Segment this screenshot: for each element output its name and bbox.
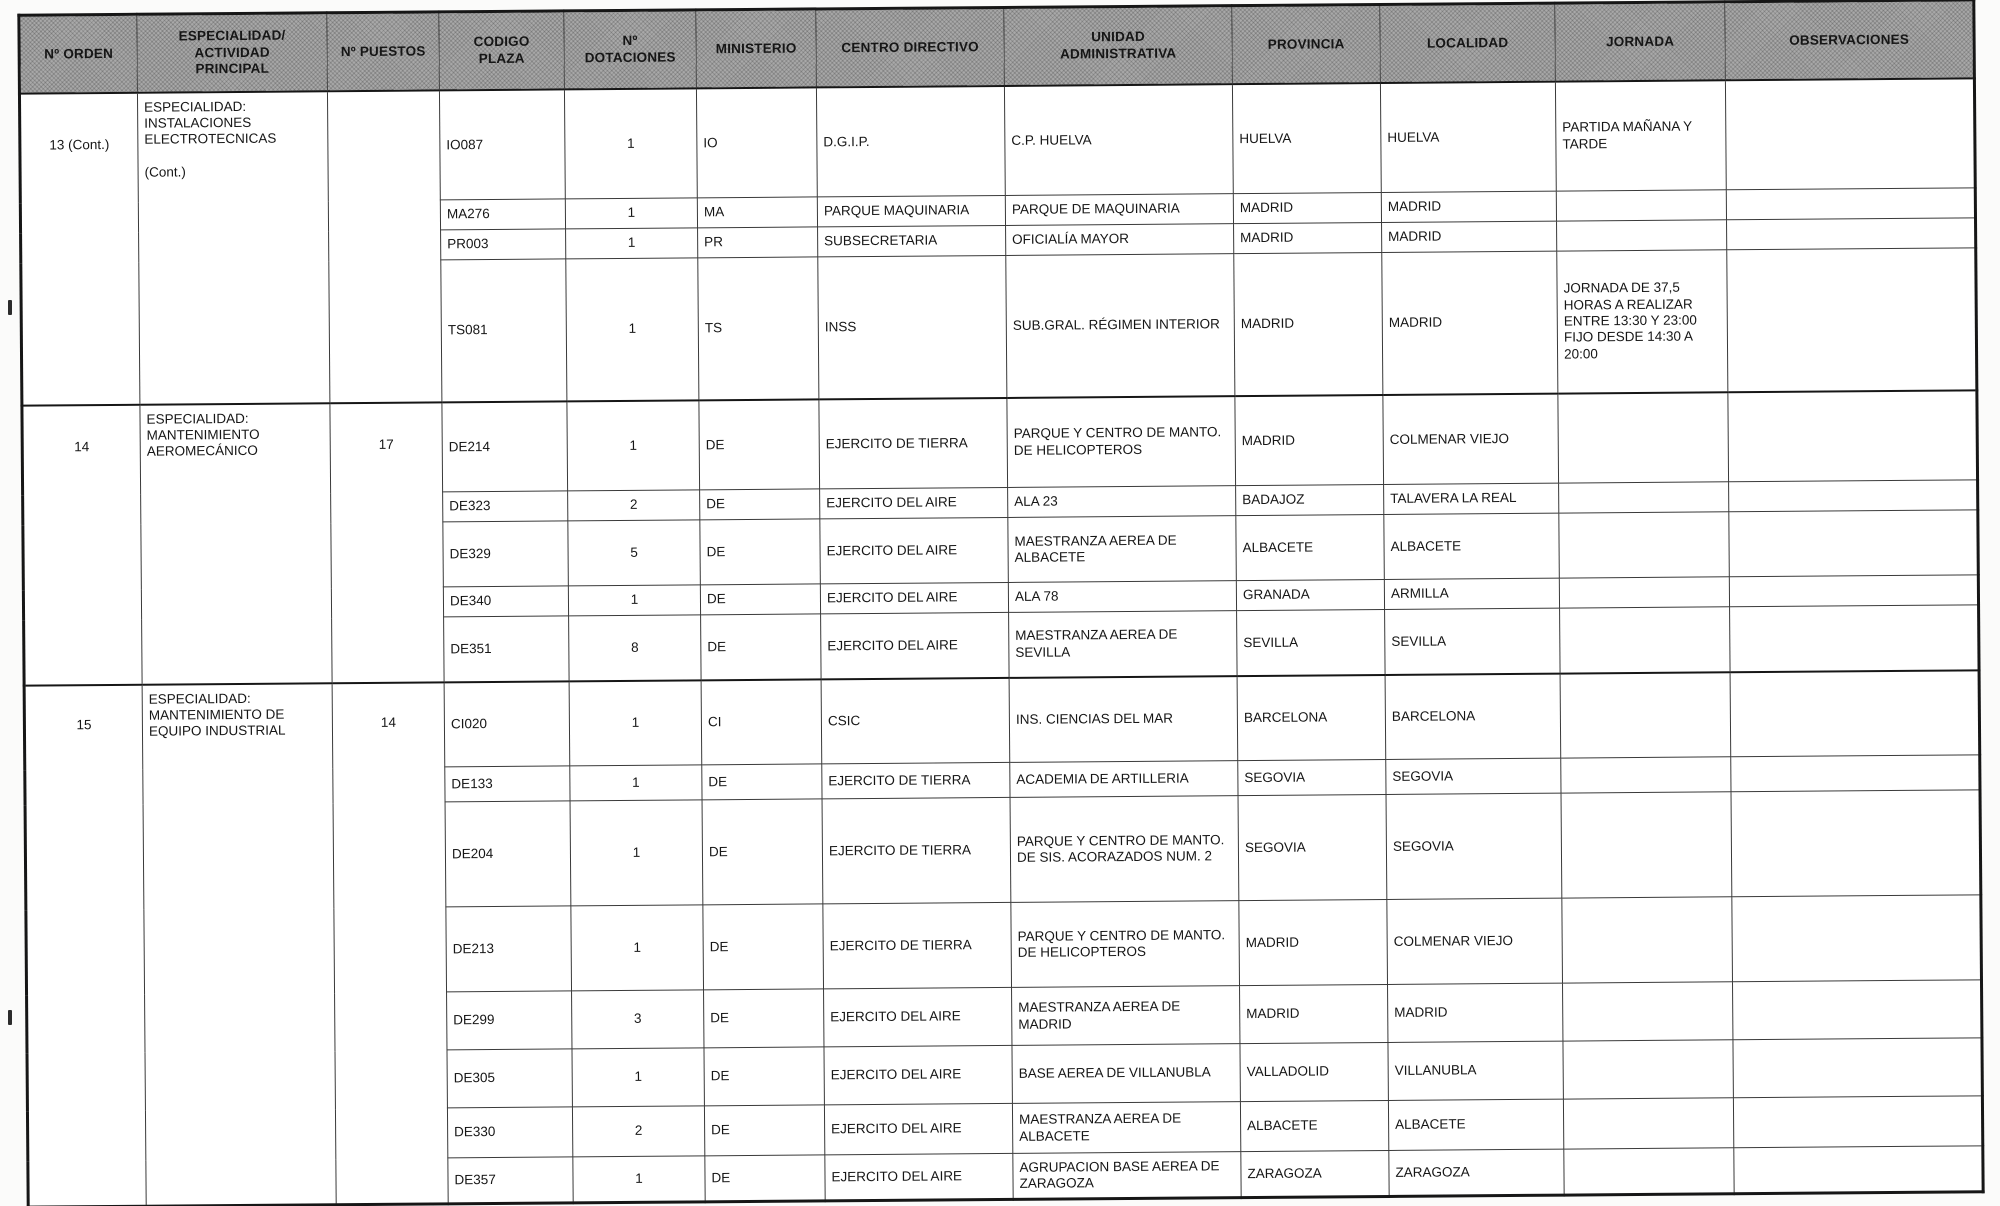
column-header-1: ESPECIALIDAD/ ACTIVIDAD PRINCIPAL (137, 13, 328, 92)
cell-puestos: 17 (330, 402, 444, 683)
cell-observaciones (1727, 218, 1976, 250)
cell-codigo: DE214 (442, 401, 568, 492)
cell-jornada (1562, 982, 1732, 1041)
cell-observaciones (1726, 188, 1975, 220)
cell-observaciones (1728, 390, 1978, 482)
cell-unidad: PARQUE DE MAQUINARIA (1005, 194, 1233, 226)
cell-centro: SUBSECRETARIA (818, 225, 1006, 256)
cell-provincia: SEGOVIA (1238, 794, 1387, 900)
cell-codigo: DE340 (443, 586, 568, 617)
cell-ministerio: DE (700, 489, 820, 520)
cell-centro: EJERCITO DEL AIRE (825, 1153, 1013, 1200)
cell-observaciones (1733, 1038, 1982, 1098)
column-header-3: CODIGO PLAZA (439, 11, 565, 90)
cell-jornada (1557, 220, 1727, 251)
column-header-11: OBSERVACIONES (1725, 0, 1975, 80)
cell-dotaciones: 1 (572, 1048, 704, 1107)
scan-artifact-mark (8, 1010, 12, 1025)
cell-jornada (1562, 897, 1733, 983)
cell-unidad: PARQUE Y CENTRO DE MANTO. DE SIS. ACORAZADOS NUM. 2 (1010, 796, 1239, 903)
cell-centro: EJERCITO DEL AIRE (820, 487, 1008, 518)
cell-localidad: COLMENAR VIEJO (1387, 898, 1563, 984)
cell-observaciones (1729, 480, 1978, 512)
cell-provincia: SEGOVIA (1238, 759, 1386, 795)
cell-centro: EJERCITO DE TIERRA (823, 902, 1012, 988)
cell-dotaciones: 1 (566, 228, 698, 259)
table-row (19, 78, 1975, 203)
cell-ministerio: DE (702, 799, 823, 905)
cell-codigo: TS081 (441, 259, 567, 402)
cell-puestos: 14 (332, 682, 448, 1205)
cell-provincia: BARCELONA (1237, 674, 1386, 760)
cell-dotaciones: 1 (569, 680, 702, 766)
column-header-5: MINISTERIO (696, 9, 817, 88)
cell-centro: D.G.I.P. (816, 85, 1005, 196)
column-header-0: Nº ORDEN (19, 14, 138, 93)
cell-localidad: MADRID (1382, 221, 1557, 252)
cell-centro: EJERCITO DEL AIRE (824, 1045, 1012, 1104)
cell-provincia: MADRID (1240, 984, 1388, 1043)
cell-codigo: DE133 (445, 766, 570, 802)
cell-dotaciones: 5 (568, 520, 701, 586)
cell-provincia: MADRID (1234, 222, 1382, 253)
cell-provincia: MADRID (1235, 394, 1384, 485)
cell-codigo: MA276 (440, 199, 565, 230)
cell-especialidad: ESPECIALIDAD: INSTALACIONES ELECTROTECNICAS (Cont.) (137, 91, 329, 404)
cell-provincia: GRANADA (1236, 579, 1384, 610)
cell-codigo: DE329 (443, 521, 569, 587)
cell-localidad: MADRID (1382, 251, 1558, 394)
cell-ministerio: DE (704, 1105, 824, 1156)
cell-dotaciones: 2 (568, 490, 700, 521)
cell-observaciones (1730, 605, 1980, 672)
cell-jornada: JORNADA DE 37,5 HORAS A REALIZAR ENTRE 13:30 Y 23:00 FIJO DESDE 14:30 A 20:00 (1557, 250, 1728, 393)
cell-centro: EJERCITO DEL AIRE (824, 987, 1012, 1046)
cell-jornada (1563, 1098, 1733, 1149)
cell-unidad: OFICIALÍA MAYOR (1006, 224, 1234, 256)
cell-centro: EJERCITO DE TIERRA (819, 397, 1008, 488)
cell-provincia: MADRID (1233, 193, 1381, 224)
cell-dotaciones: 1 (566, 258, 699, 401)
cell-codigo: DE299 (447, 991, 572, 1050)
cell-jornada (1558, 392, 1729, 483)
cell-dotaciones: 1 (568, 585, 700, 616)
column-header-9: LOCALIDAD (1380, 3, 1556, 82)
cell-ministerio: DE (700, 519, 821, 585)
cell-centro: EJERCITO DE TIERRA (822, 762, 1010, 798)
cell-observaciones (1734, 1146, 1983, 1194)
cell-dotaciones: 1 (565, 198, 697, 229)
cell-localidad: SEVILLA (1385, 608, 1561, 674)
cell-unidad: SUB.GRAL. RÉGIMEN INTERIOR (1006, 254, 1235, 398)
cell-localidad: ALBACETE (1388, 1099, 1563, 1150)
vacancies-table (17, 0, 1984, 1206)
cell-observaciones (1725, 78, 1975, 190)
cell-observaciones (1732, 895, 1982, 982)
cell-jornada (1559, 482, 1729, 513)
cell-localidad: ARMILLA (1384, 578, 1559, 609)
cell-ministerio: MA (697, 197, 817, 228)
cell-provincia: MADRID (1234, 252, 1383, 395)
cell-especialidad: ESPECIALIDAD: MANTENIMIENTO DE EQUIPO INDUSTRIAL (142, 683, 336, 1206)
cell-localidad: MADRID (1381, 191, 1556, 222)
cell-observaciones (1730, 670, 1980, 757)
cell-dotaciones: 1 (570, 765, 702, 801)
cell-dotaciones: 8 (569, 615, 702, 681)
cell-dotaciones: 3 (572, 990, 704, 1049)
cell-unidad: BASE AEREA DE VILLANUBLA (1012, 1044, 1240, 1104)
cell-puestos (327, 90, 441, 403)
cell-unidad: MAESTRANZA AEREA DE ALBACETE (1012, 1102, 1240, 1154)
cell-jornada (1560, 672, 1731, 758)
cell-localidad: ALBACETE (1384, 513, 1560, 579)
cell-localidad: SEGOVIA (1386, 758, 1561, 794)
column-header-7: UNIDAD ADMINISTRATIVA (1004, 6, 1233, 86)
cell-jornada (1563, 1040, 1733, 1099)
cell-unidad: ALA 23 (1008, 486, 1236, 518)
cell-localidad: MADRID (1388, 983, 1563, 1042)
column-header-10: JORNADA (1555, 2, 1726, 81)
cell-observaciones (1732, 980, 1981, 1040)
cell-observaciones (1731, 755, 1980, 792)
cell-codigo: DE204 (445, 801, 571, 907)
cell-codigo: DE351 (444, 616, 570, 682)
cell-unidad: ACADEMIA DE ARTILLERIA (1010, 761, 1238, 798)
cell-orden: 15 (24, 684, 146, 1206)
cell-dotaciones: 1 (571, 905, 704, 991)
cell-unidad: MAESTRANZA AEREA DE MADRID (1012, 986, 1240, 1046)
cell-provincia: VALLADOLID (1240, 1042, 1388, 1101)
column-header-6: CENTRO DIRECTIVO (816, 7, 1005, 86)
cell-dotaciones: 1 (567, 400, 700, 491)
cell-provincia: SEVILLA (1237, 609, 1386, 675)
cell-unidad: PARQUE Y CENTRO DE MANTO. DE HELICOPTEROS (1011, 901, 1240, 988)
cell-unidad: C.P. HUELVA (1004, 84, 1233, 196)
cell-dotaciones: 2 (572, 1106, 704, 1157)
cell-especialidad: ESPECIALIDAD: MANTENIMIENTO AEROMECÁNICO (140, 403, 332, 684)
cell-localidad: ZARAGOZA (1389, 1149, 1564, 1196)
cell-codigo: DE323 (443, 491, 568, 522)
cell-unidad: INS. CIENCIAS DEL MAR (1009, 676, 1238, 763)
cell-unidad: MAESTRANZA AEREA DE ALBACETE (1008, 516, 1237, 583)
cell-codigo: CI020 (444, 681, 570, 767)
cell-dotaciones: 1 (564, 88, 697, 199)
table-row (22, 390, 1978, 495)
cell-orden: 14 (22, 404, 142, 685)
cell-jornada: PARTIDA MAÑANA Y TARDE (1555, 80, 1726, 191)
cell-ministerio: PR (698, 227, 818, 258)
cell-codigo: DE305 (447, 1049, 572, 1108)
cell-jornada (1564, 1148, 1734, 1195)
cell-ministerio: DE (702, 764, 822, 800)
cell-codigo: DE330 (447, 1107, 572, 1158)
cell-observaciones (1733, 1096, 1982, 1148)
cell-centro: EJERCITO DEL AIRE (820, 582, 1008, 613)
cell-provincia: HUELVA (1232, 83, 1381, 194)
cell-centro: INSS (818, 255, 1007, 398)
cell-jornada (1560, 607, 1731, 673)
cell-codigo: DE357 (448, 1157, 573, 1204)
cell-ministerio: DE (704, 1047, 824, 1106)
cell-centro: CSIC (821, 677, 1010, 763)
cell-unidad: AGRUPACION BASE AEREA DE ZARAGOZA (1013, 1152, 1241, 1200)
cell-provincia: ALBACETE (1240, 1100, 1388, 1151)
cell-jornada (1559, 577, 1729, 608)
cell-codigo: DE213 (446, 906, 572, 992)
cell-ministerio: DE (704, 989, 824, 1048)
cell-centro: EJERCITO DEL AIRE (824, 1103, 1012, 1154)
cell-jornada (1559, 512, 1730, 578)
cell-localidad: HUELVA (1380, 81, 1556, 192)
cell-provincia: BADAJOZ (1236, 484, 1384, 515)
cell-dotaciones: 1 (573, 1156, 705, 1203)
cell-ministerio: CI (701, 679, 822, 765)
cell-ministerio: DE (701, 614, 822, 680)
column-header-2: Nº PUESTOS (327, 12, 440, 91)
cell-centro: EJERCITO DEL AIRE (821, 612, 1010, 678)
cell-localidad: TALAVERA LA REAL (1384, 483, 1559, 514)
cell-localidad: SEGOVIA (1386, 793, 1562, 899)
column-header-8: PROVINCIA (1232, 5, 1381, 84)
cell-ministerio: DE (700, 584, 820, 615)
cell-ministerio: DE (699, 399, 820, 490)
table-row (24, 670, 1980, 770)
cell-provincia: ALBACETE (1236, 514, 1385, 580)
cell-observaciones (1729, 575, 1978, 607)
cell-codigo: PR003 (441, 229, 566, 260)
cell-unidad: PARQUE Y CENTRO DE MANTO. DE HELICOPTEROS (1007, 396, 1236, 488)
cell-jornada (1561, 792, 1732, 898)
cell-orden: 13 (Cont.) (19, 92, 139, 405)
cell-provincia: MADRID (1239, 899, 1388, 985)
cell-dotaciones: 1 (570, 800, 703, 906)
cell-unidad: ALA 78 (1008, 581, 1236, 613)
cell-provincia: ZARAGOZA (1241, 1150, 1389, 1197)
cell-jornada (1556, 190, 1726, 221)
cell-ministerio: DE (703, 904, 824, 990)
cell-localidad: BARCELONA (1385, 673, 1561, 759)
cell-ministerio: IO (696, 87, 817, 198)
table-wrapper (17, 0, 1984, 1206)
scan-artifact-mark (8, 300, 12, 315)
cell-jornada (1561, 757, 1731, 793)
cell-localidad: VILLANUBLA (1388, 1041, 1563, 1100)
cell-observaciones (1731, 790, 1981, 897)
cell-observaciones (1727, 248, 1977, 392)
cell-centro: EJERCITO DEL AIRE (820, 517, 1009, 583)
cell-localidad: COLMENAR VIEJO (1383, 393, 1559, 484)
cell-codigo: IO087 (439, 89, 565, 200)
column-header-4: Nº DOTACIONES (564, 10, 697, 89)
cell-observaciones (1729, 510, 1979, 577)
cell-unidad: MAESTRANZA AEREA DE SEVILLA (1009, 611, 1238, 678)
cell-ministerio: TS (698, 257, 819, 400)
cell-centro: EJERCITO DE TIERRA (822, 797, 1011, 903)
cell-ministerio: DE (705, 1155, 825, 1202)
cell-centro: PARQUE MAQUINARIA (817, 195, 1005, 226)
